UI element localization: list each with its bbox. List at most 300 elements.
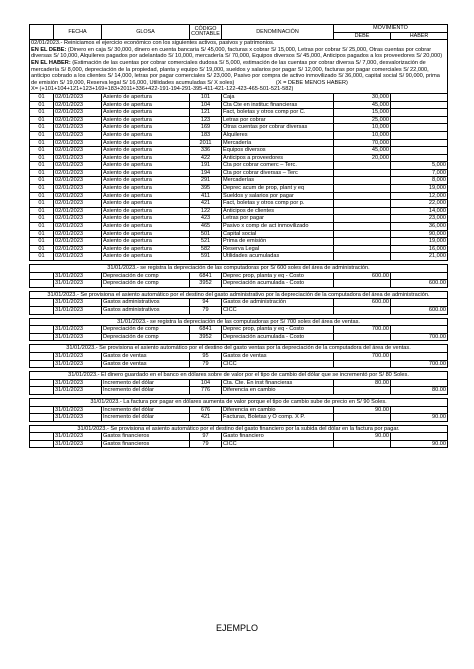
- fecha-cell: 02/01/2023: [54, 192, 102, 200]
- denominacion-cell: Caja: [222, 93, 334, 101]
- asiento-number: 01: [30, 101, 54, 109]
- codigo-cell: 582: [190, 245, 222, 253]
- ledger-page: [29, 24, 447, 448]
- intro-row: [30, 40, 448, 94]
- debe-cell: [334, 185, 391, 193]
- glosa-cell: Asiento de apertura: [102, 245, 190, 253]
- asiento-number: [30, 379, 54, 387]
- denominacion-cell: Deprec prop, planta y eq - Costo: [222, 272, 334, 280]
- codigo-cell: 2011: [190, 139, 222, 147]
- denominacion-cell: Prima de emisión: [222, 238, 334, 246]
- haber-cell: 90.00: [391, 440, 448, 448]
- debe-cell: 90.00: [334, 406, 391, 414]
- codigo-cell: 6841: [190, 326, 222, 334]
- asiento-number: 01: [30, 131, 54, 139]
- entry-description-row: [30, 425, 448, 433]
- formula-line: (X = DEBE MENOS HABER): [275, 79, 348, 86]
- denominacion-header: DENOMINACIÓN: [222, 25, 334, 40]
- fecha-cell: 31/01/2023: [54, 299, 102, 307]
- glosa-cell: Asiento de apertura: [102, 215, 190, 223]
- asiento-number: 01: [30, 154, 54, 162]
- asiento-number: 01: [30, 223, 54, 231]
- fecha-cell: 02/01/2023: [54, 253, 102, 261]
- codigo-cell: 169: [190, 124, 222, 132]
- fecha-cell: 02/01/2023: [54, 230, 102, 238]
- fecha-cell: 02/01/2023: [54, 139, 102, 147]
- denominacion-cell: Facturas, Boletas y O comp. X P.: [222, 414, 334, 422]
- opening-row: [30, 200, 448, 208]
- denominacion-cell: Cta Cte en instituc financieras: [222, 101, 334, 109]
- entry-row: [30, 306, 448, 314]
- entry-row: [30, 272, 448, 280]
- codigo-cell: 79: [190, 440, 222, 448]
- glosa-cell: Incremento del dólar: [102, 414, 190, 422]
- opening-row: [30, 93, 448, 101]
- entry-description-row: [30, 291, 448, 299]
- haber-cell: 7,000: [391, 169, 448, 177]
- codigo-cell: 101: [190, 93, 222, 101]
- entry-row: [30, 406, 448, 414]
- haber-cell: [391, 272, 448, 280]
- glosa-cell: Asiento de apertura: [102, 116, 190, 124]
- fecha-cell: 02/01/2023: [54, 109, 102, 117]
- glosa-cell: Asiento de apertura: [102, 147, 190, 155]
- codigo-cell: 95: [190, 352, 222, 360]
- haber-cell: 600.00: [391, 306, 448, 314]
- denominacion-cell: Letras por cobrar: [222, 116, 334, 124]
- entry-description: 31/01/2023.- Se provisiona el asiento automático por el destino del gasto ventas por la depreciación de la computadora del área de ventas.: [30, 345, 448, 353]
- glosa-cell: Asiento de apertura: [102, 101, 190, 109]
- opening-row: [30, 185, 448, 193]
- glosa-cell: Incremento del dólar: [102, 406, 190, 414]
- codigo-cell: 183: [190, 131, 222, 139]
- glosa-cell: Asiento de apertura: [102, 192, 190, 200]
- opening-row: [30, 215, 448, 223]
- denominacion-cell: Diferencia en cambio: [222, 406, 334, 414]
- denominacion-cell: Equipos diversos: [222, 147, 334, 155]
- glosa-cell: Asiento de apertura: [102, 139, 190, 147]
- glosa-cell: Asiento de apertura: [102, 230, 190, 238]
- asiento-number: [30, 352, 54, 360]
- codigo-cell: 122: [190, 207, 222, 215]
- glosa-cell: Asiento de apertura: [102, 93, 190, 101]
- entry-row: [30, 433, 448, 441]
- opening-row: [30, 124, 448, 132]
- glosa-cell: Incremento del dólar: [102, 387, 190, 395]
- denominacion-cell: Letras por pagar: [222, 215, 334, 223]
- fecha-cell: 31/01/2023: [54, 333, 102, 341]
- entry-row: [30, 299, 448, 307]
- asiento-number: 01: [30, 185, 54, 193]
- haber-cell: 5,000: [391, 162, 448, 170]
- haber-cell: 21,000: [391, 253, 448, 261]
- fecha-cell: 31/01/2023: [54, 379, 102, 387]
- entry-description: 31/01/2023.- El dinero guardado en el banco en dólares sobre de valor por el tipo de cambio del dólar que se incrementó por S/ 80 Soles.: [30, 372, 448, 380]
- denominacion-cell: Capital social: [222, 230, 334, 238]
- glosa-cell: Asiento de apertura: [102, 207, 190, 215]
- denominacion-cell: Sueldos y salarios por pagar: [222, 192, 334, 200]
- haber-cell: 36,000: [391, 223, 448, 231]
- haber-cell: [391, 326, 448, 334]
- codigo-cell: 104: [190, 101, 222, 109]
- debe-cell: 600.00: [334, 299, 391, 307]
- denominacion-cell: Mercadería: [222, 139, 334, 147]
- haber-cell: [391, 116, 448, 124]
- denominacion-cell: Mercaderías: [222, 177, 334, 185]
- codigo-cell: 104: [190, 379, 222, 387]
- opening-row: [30, 147, 448, 155]
- entry-row: [30, 352, 448, 360]
- asiento-number: 01: [30, 192, 54, 200]
- glosa-cell: Asiento de apertura: [102, 185, 190, 193]
- movimiento-header: MOVIMIENTO: [334, 25, 448, 33]
- codigo-cell: 676: [190, 406, 222, 414]
- haber-cell: [391, 131, 448, 139]
- fecha-cell: 31/01/2023: [54, 387, 102, 395]
- debe-cell: [334, 245, 391, 253]
- haber-cell: [391, 147, 448, 155]
- debe-cell: [334, 333, 391, 341]
- debe-cell: 20,000: [334, 154, 391, 162]
- fecha-header: FECHA: [54, 25, 102, 40]
- codigo-cell: 521: [190, 238, 222, 246]
- denominacion-cell: Diferencia en cambio: [222, 387, 334, 395]
- debe-cell: 10,000: [334, 124, 391, 132]
- glosa-header: GLOSA: [102, 25, 190, 40]
- journal-table: [29, 24, 448, 448]
- glosa-cell: Asiento de apertura: [102, 200, 190, 208]
- denominacion-cell: Anticipos de clientes: [222, 207, 334, 215]
- debe-cell: 45,000: [334, 101, 391, 109]
- fecha-cell: 02/01/2023: [54, 238, 102, 246]
- asiento-number: [30, 299, 54, 307]
- fecha-cell: 02/01/2023: [54, 245, 102, 253]
- haber-cell: 90.00: [391, 414, 448, 422]
- denominacion-cell: Gastos de administración: [222, 299, 334, 307]
- codigo-cell: 501: [190, 230, 222, 238]
- asiento-number: 01: [30, 200, 54, 208]
- fecha-cell: 02/01/2023: [54, 93, 102, 101]
- asiento-number: [30, 326, 54, 334]
- fecha-cell: 02/01/2023: [54, 147, 102, 155]
- codigo-cell: 291: [190, 177, 222, 185]
- haber-cell: [391, 406, 448, 414]
- haber-label: EN EL HABER:: [31, 59, 71, 66]
- asiento-number: [30, 387, 54, 395]
- glosa-cell: Gastos financieros: [102, 440, 190, 448]
- codigo-header: CÓDIGO CONTABLE: [190, 25, 222, 40]
- fecha-cell: 02/01/2023: [54, 124, 102, 132]
- codigo-cell: 79: [190, 306, 222, 314]
- glosa-cell: Depreciación de comp: [102, 280, 190, 288]
- debe-cell: [334, 223, 391, 231]
- fecha-cell: 02/01/2023: [54, 154, 102, 162]
- debe-header: DEBE: [334, 32, 391, 40]
- denominacion-cell: Fact, boletas y otros comp por C.: [222, 109, 334, 117]
- asiento-number: [30, 272, 54, 280]
- fecha-cell: 31/01/2023: [54, 272, 102, 280]
- debe-cell: [334, 360, 391, 368]
- fecha-cell: 31/01/2023: [54, 352, 102, 360]
- debe-cell: [334, 238, 391, 246]
- denominacion-cell: CICC: [222, 440, 334, 448]
- opening-row: [30, 131, 448, 139]
- haber-cell: 600.00: [391, 280, 448, 288]
- haber-paragraph: [31, 60, 446, 86]
- debe-cell: [334, 207, 391, 215]
- entry-description: 31/01/2023.- La factura por pagar en dólares aumenta de valor porque el tipo de cambio sube de precio en S/ 90 Soles.: [30, 398, 448, 406]
- fecha-cell: 31/01/2023: [54, 326, 102, 334]
- fecha-cell: 02/01/2023: [54, 215, 102, 223]
- denominacion-cell: CICC: [222, 306, 334, 314]
- codigo-cell: 411: [190, 192, 222, 200]
- haber-cell: 80.00: [391, 387, 448, 395]
- asiento-number: 01: [30, 147, 54, 155]
- asiento-number: 01: [30, 139, 54, 147]
- denominacion-cell: Otras cuentas por cobrar diversas: [222, 124, 334, 132]
- haber-cell: 16,000: [391, 245, 448, 253]
- glosa-cell: Gastos financieros: [102, 433, 190, 441]
- codigo-cell: 591: [190, 253, 222, 261]
- opening-row: [30, 253, 448, 261]
- glosa-cell: Asiento de apertura: [102, 169, 190, 177]
- codigo-cell: 121: [190, 109, 222, 117]
- glosa-cell: Depreciación de comp: [102, 333, 190, 341]
- asiento-number: 01: [30, 253, 54, 261]
- fecha-cell: 02/01/2023: [54, 200, 102, 208]
- glosa-cell: Gastos administrativos: [102, 306, 190, 314]
- haber-cell: [391, 379, 448, 387]
- haber-cell: [391, 433, 448, 441]
- debe-label: EN EL DEBE:: [31, 46, 67, 53]
- glosa-cell: Asiento de apertura: [102, 253, 190, 261]
- codigo-cell: 191: [190, 162, 222, 170]
- codigo-cell: 97: [190, 433, 222, 441]
- entry-description: 31/01/2023.- Se provisiona el asiento automático por el destino del gasto financiero por la subida del dólar en la factura por pagar.: [30, 425, 448, 433]
- fecha-cell: 31/01/2023: [54, 406, 102, 414]
- debe-cell: [334, 440, 391, 448]
- debe-cell: 700.00: [334, 352, 391, 360]
- haber-cell: 700.00: [391, 360, 448, 368]
- fecha-cell: 02/01/2023: [54, 131, 102, 139]
- codigo-cell: 421: [190, 414, 222, 422]
- fecha-cell: 31/01/2023: [54, 360, 102, 368]
- asiento-number: [30, 360, 54, 368]
- codigo-cell: 3952: [190, 280, 222, 288]
- opening-row: [30, 192, 448, 200]
- entry-row: [30, 379, 448, 387]
- asiento-number: [30, 280, 54, 288]
- opening-row: [30, 101, 448, 109]
- asiento-number: 01: [30, 93, 54, 101]
- codigo-cell: 465: [190, 223, 222, 231]
- footer-label: EJEMPLO: [215, 623, 258, 633]
- opening-row: [30, 109, 448, 117]
- debe-cell: [334, 200, 391, 208]
- fecha-cell: 02/01/2023: [54, 207, 102, 215]
- denominacion-cell: Pasivo x comp de act inmovilizado: [222, 223, 334, 231]
- glosa-cell: Incremento del dólar: [102, 379, 190, 387]
- denominacion-cell: Utilidades acumuladas: [222, 253, 334, 261]
- glosa-cell: Depreciación de comp: [102, 326, 190, 334]
- asiento-number: 01: [30, 215, 54, 223]
- glosa-cell: Gastos de ventas: [102, 352, 190, 360]
- entry-description-row: [30, 372, 448, 380]
- codigo-cell: 421: [190, 200, 222, 208]
- fecha-cell: 02/01/2023: [54, 169, 102, 177]
- formula-text: X= (+101+104+121+123+169+183+2011+336+422-191-194-291-395-411-421-122-423-465-501-521-582): [31, 86, 294, 93]
- denominacion-cell: Alquileres: [222, 131, 334, 139]
- fecha-cell: 31/01/2023: [54, 280, 102, 288]
- entry-description-row: [30, 318, 448, 326]
- fecha-cell: 02/01/2023: [54, 116, 102, 124]
- haber-cell: [391, 93, 448, 101]
- haber-cell: 23,000: [391, 215, 448, 223]
- opening-row: [30, 223, 448, 231]
- entry-description-row: [30, 345, 448, 353]
- asiento-number: [30, 406, 54, 414]
- haber-cell: [391, 352, 448, 360]
- opening-row: [30, 139, 448, 147]
- denominacion-cell: Anticipos a proveedores: [222, 154, 334, 162]
- glosa-cell: Asiento de apertura: [102, 124, 190, 132]
- opening-row: [30, 162, 448, 170]
- debe-cell: 700.00: [334, 326, 391, 334]
- codigo-cell: 776: [190, 387, 222, 395]
- denominacion-cell: Gasto financiero: [222, 433, 334, 441]
- entry-row: [30, 360, 448, 368]
- haber-cell: 22,000: [391, 200, 448, 208]
- fecha-cell: 31/01/2023: [54, 306, 102, 314]
- denominacion-cell: Gastos de ventas: [222, 352, 334, 360]
- asiento-number: [30, 306, 54, 314]
- debe-cell: [334, 253, 391, 261]
- debe-cell: [334, 177, 391, 185]
- asiento-number: 01: [30, 109, 54, 117]
- denominacion-cell: Reserva Legal: [222, 245, 334, 253]
- glosa-cell: Asiento de apertura: [102, 131, 190, 139]
- haber-cell: 90,000: [391, 230, 448, 238]
- asiento-number: 01: [30, 238, 54, 246]
- debe-cell: [334, 230, 391, 238]
- asiento-number: 01: [30, 230, 54, 238]
- denominacion-cell: Cta por cobrar diversas – Terc: [222, 169, 334, 177]
- entry-description: 31/01/2023.- se registra la depreciación de las computadoras por S/ 600 soles del área de administración.: [30, 265, 448, 273]
- entry-row: [30, 440, 448, 448]
- entry-row: [30, 387, 448, 395]
- debe-cell: 10,000: [334, 131, 391, 139]
- opening-row: [30, 154, 448, 162]
- haber-cell: [391, 101, 448, 109]
- fecha-cell: 31/01/2023: [54, 433, 102, 441]
- glosa-cell: Gastos administrativos: [102, 299, 190, 307]
- glosa-cell: Asiento de apertura: [102, 162, 190, 170]
- entry-row: [30, 280, 448, 288]
- debe-cell: 70,000: [334, 139, 391, 147]
- intro-text: 02/01/2023.- Reiniciamos el ejercicio económico con los siguientes activos, pasivos y patrimonios.: [31, 40, 275, 47]
- debe-cell: [334, 414, 391, 422]
- glosa-cell: Asiento de apertura: [102, 177, 190, 185]
- asiento-number: 01: [30, 245, 54, 253]
- denominacion-cell: Deprec prop, planta y eq - Costo: [222, 326, 334, 334]
- glosa-cell: Asiento de apertura: [102, 223, 190, 231]
- entry-row: [30, 414, 448, 422]
- glosa-cell: Asiento de apertura: [102, 154, 190, 162]
- entry-description: 31/01/2023.- Se provisiona el asiento automático por el destino del gasto administrativo por la depreciación de la computadora del área de administración.: [30, 291, 448, 299]
- denominacion-cell: Cta. Cte. En inst financieras: [222, 379, 334, 387]
- fecha-cell: 02/01/2023: [54, 101, 102, 109]
- debe-cell: 30,000: [334, 93, 391, 101]
- glosa-cell: Asiento de apertura: [102, 238, 190, 246]
- asiento-number: 01: [30, 116, 54, 124]
- debe-cell: 600.00: [334, 272, 391, 280]
- debe-text: (Dinero en caja S/ 30,000, dinero en cuenta bancaria S/ 45,000, facturas x cobrar S/ 15,000, Letras por cobrar S/ 25,000, Otras cuentas por cobrar diversas S/ 10,000, Alquileres pagados por adelantado S/ 10,000, mercadería S/ 70,000, Equipos diversos S/ 45,000, Anticipos pagados a los proveedores S/ 20,000): [31, 46, 443, 60]
- codigo-cell: 336: [190, 147, 222, 155]
- entry-row: [30, 333, 448, 341]
- opening-row: [30, 116, 448, 124]
- haber-text: (Estimación de las cuentas por cobrar comerciales dudosa S/ 5,000, estimación de las cuentas por cobrar diversa S/ 7,000, desvalorización de mercadería S/ 8,000, depreciación de la propiedad, planta y equipo S/ 19,000, sueldos y salarios por pagar S/ 12,000, facturas por pagar comerciales S/ 22,000, anticipo cobrado a los clientes S/ 14,000, letras por pagar comerciales S/ 23,000, Pasivo por compra de activo inmovilizado S/ 36,000, capital social S/ 90,000, prima de emisión S/ 19,000, Reserva legal S/ 16,000, Utilidades acumuladas S/ X soles): [31, 59, 440, 86]
- debe-cell: 25,000: [334, 116, 391, 124]
- debe-cell: 90.00: [334, 433, 391, 441]
- opening-row: [30, 177, 448, 185]
- entry-description: 31/01/2023.- se registra la depreciación de las computadoras por S/ 700 soles del área de ventas.: [30, 318, 448, 326]
- debe-cell: [334, 192, 391, 200]
- asiento-number: 01: [30, 169, 54, 177]
- debe-cell: [334, 162, 391, 170]
- asiento-number: 01: [30, 162, 54, 170]
- haber-cell: [391, 124, 448, 132]
- opening-row: [30, 169, 448, 177]
- debe-cell: 45,000: [334, 147, 391, 155]
- opening-row: [30, 245, 448, 253]
- entry-description-row: [30, 265, 448, 273]
- glosa-cell: Gastos de ventas: [102, 360, 190, 368]
- asiento-number: [30, 333, 54, 341]
- haber-cell: [391, 154, 448, 162]
- debe-paragraph: [31, 47, 446, 60]
- codigo-cell: 422: [190, 154, 222, 162]
- denominacion-cell: Depreciación acumulada - Costo: [222, 280, 334, 288]
- haber-cell: [391, 109, 448, 117]
- codigo-cell: 194: [190, 169, 222, 177]
- asiento-number: [30, 433, 54, 441]
- debe-cell: 15,000: [334, 109, 391, 117]
- haber-cell: 12,000: [391, 192, 448, 200]
- debe-cell: [334, 169, 391, 177]
- header-row-1: [30, 25, 448, 33]
- codigo-cell: 395: [190, 185, 222, 193]
- asiento-number: 01: [30, 124, 54, 132]
- opening-row: [30, 230, 448, 238]
- asiento-number: 01: [30, 177, 54, 185]
- asiento-number: [30, 440, 54, 448]
- haber-cell: 700.00: [391, 333, 448, 341]
- denominacion-cell: Depreciación acumulada - Costo: [222, 333, 334, 341]
- haber-cell: [391, 299, 448, 307]
- debe-cell: [334, 306, 391, 314]
- codigo-cell: 94: [190, 299, 222, 307]
- codigo-cell: 79: [190, 360, 222, 368]
- haber-header: HABER: [391, 32, 448, 40]
- debe-cell: 80.00: [334, 379, 391, 387]
- denominacion-cell: Fact, boletas y otros comp por p.: [222, 200, 334, 208]
- entry-description-row: [30, 398, 448, 406]
- entry-row: [30, 326, 448, 334]
- opening-row: [30, 207, 448, 215]
- glosa-cell: Asiento de apertura: [102, 109, 190, 117]
- debe-cell: [334, 215, 391, 223]
- asiento-number: 01: [30, 207, 54, 215]
